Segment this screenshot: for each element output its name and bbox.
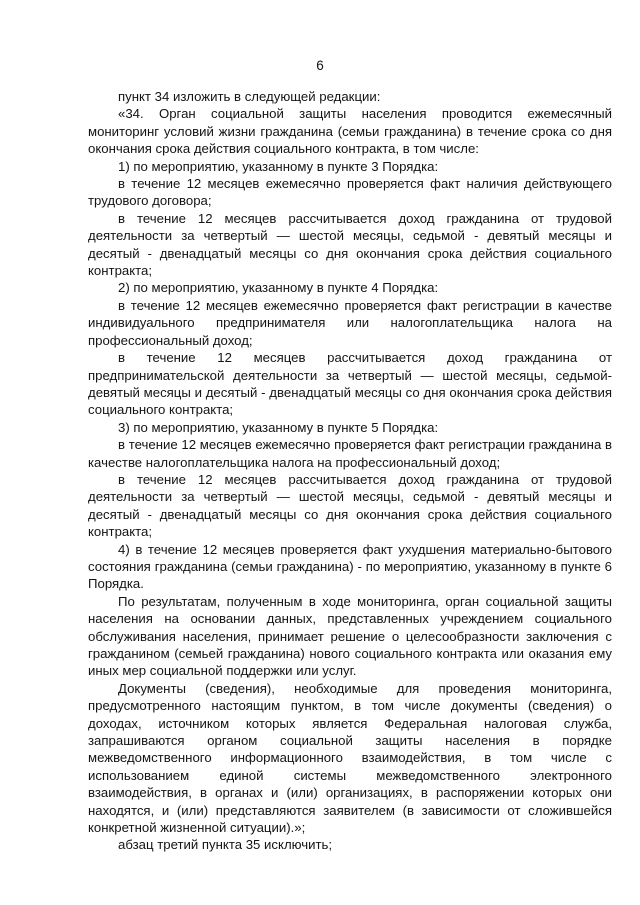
- paragraph-subitem-2-income: в течение 12 месяцев рассчитывается доход гражданина от предпринимательской деятельности за четвертый — шестой месяцы, седьмой-девятый месяцы и десятый - двенадцатый месяцы со дня окончания срока действия социального контракта;: [88, 350, 612, 418]
- paragraph-subitem-3: 3) по мероприятию, указанному в пункте 5 Порядка:: [118, 419, 439, 435]
- paragraph-subitem-1-check: в течение 12 месяцев ежемесячно проверяется факт наличия действующего трудового договора;: [88, 176, 612, 209]
- document-body: [88, 88, 612, 854]
- paragraph-item-34: «34. Орган социальной защиты населения проводится ежемесячный мониторинг условий жизни гражданина (семьи гражданина) в течение срока со дня окончания срока действия социального контракта, в том числе:: [88, 106, 612, 157]
- paragraph-documents: Документы (сведения), необходимые для проведения мониторинга, предусмотренного настоящим пунктом, в том числе документы (сведения) о доходах, источником которых является Федеральная налоговая служба, запрашиваются органом социальной защиты населения в порядке межведомственного информационного взаимодействия, в том числе с использованием единой системы межведомственного электронного взаимодействия, в органах и (или) организациях, в распоряжении которых они находятся, и (или) представляются заявителем (в зависимости от сложившейся конкретной жизненной ситуации).»;: [88, 680, 612, 836]
- page-number: 6: [316, 58, 324, 73]
- paragraph-subitem-3-check: в течение 12 месяцев ежемесячно проверяется факт регистрации гражданина в качестве налогоплательщика налога на профессиональный доход;: [88, 437, 612, 470]
- paragraph-subitem-2: 2) по мероприятию, указанному в пункте 4 Порядка:: [118, 280, 439, 296]
- paragraph-subitem-4: 4) в течение 12 месяцев проверяется факт ухудшения материально-бытового состояния гражданина (семьи гражданина) - по мероприятию, указанному в пункте 6 Порядка.: [88, 541, 612, 592]
- paragraph-item-35: абзац третий пункта 35 исключить;: [118, 837, 333, 853]
- paragraph-subitem-1: 1) по мероприятию, указанному в пункте 3 Порядка:: [118, 158, 439, 174]
- paragraph-subitem-3-income: в течение 12 месяцев рассчитывается доход гражданина от трудовой деятельности за четвертый — шестой месяцы, седьмой - девятый месяцы и десятый - двенадцатый месяцы со дня окончания срока действия социального контракта;: [88, 471, 612, 540]
- paragraph-subitem-1-income: в течение 12 месяцев рассчитывается доход гражданина от трудовой деятельности за четвертый — шестой месяцы, седьмой - девятый месяцы и десятый - двенадцатый месяцы со дня окончания срока действия социального контракта;: [88, 210, 612, 279]
- paragraph-results: По результатам, полученным в ходе мониторинга, орган социальной защиты населения на основании данных, представленных учреждением социального обслуживания населения, принимает решение о целесообразности заключения с гражданином (семьей гражданина) нового социального контракта или оказания ему иных мер социальной поддержки или услуг.: [88, 593, 612, 679]
- paragraph-subitem-2-check: в течение 12 месяцев ежемесячно проверяется факт регистрации в качестве индивидуального предпринимателя или налогоплательщика налога на профессиональный доход;: [88, 297, 612, 348]
- paragraph-intro: пункт 34 изложить в следующей редакции:: [118, 89, 381, 104]
